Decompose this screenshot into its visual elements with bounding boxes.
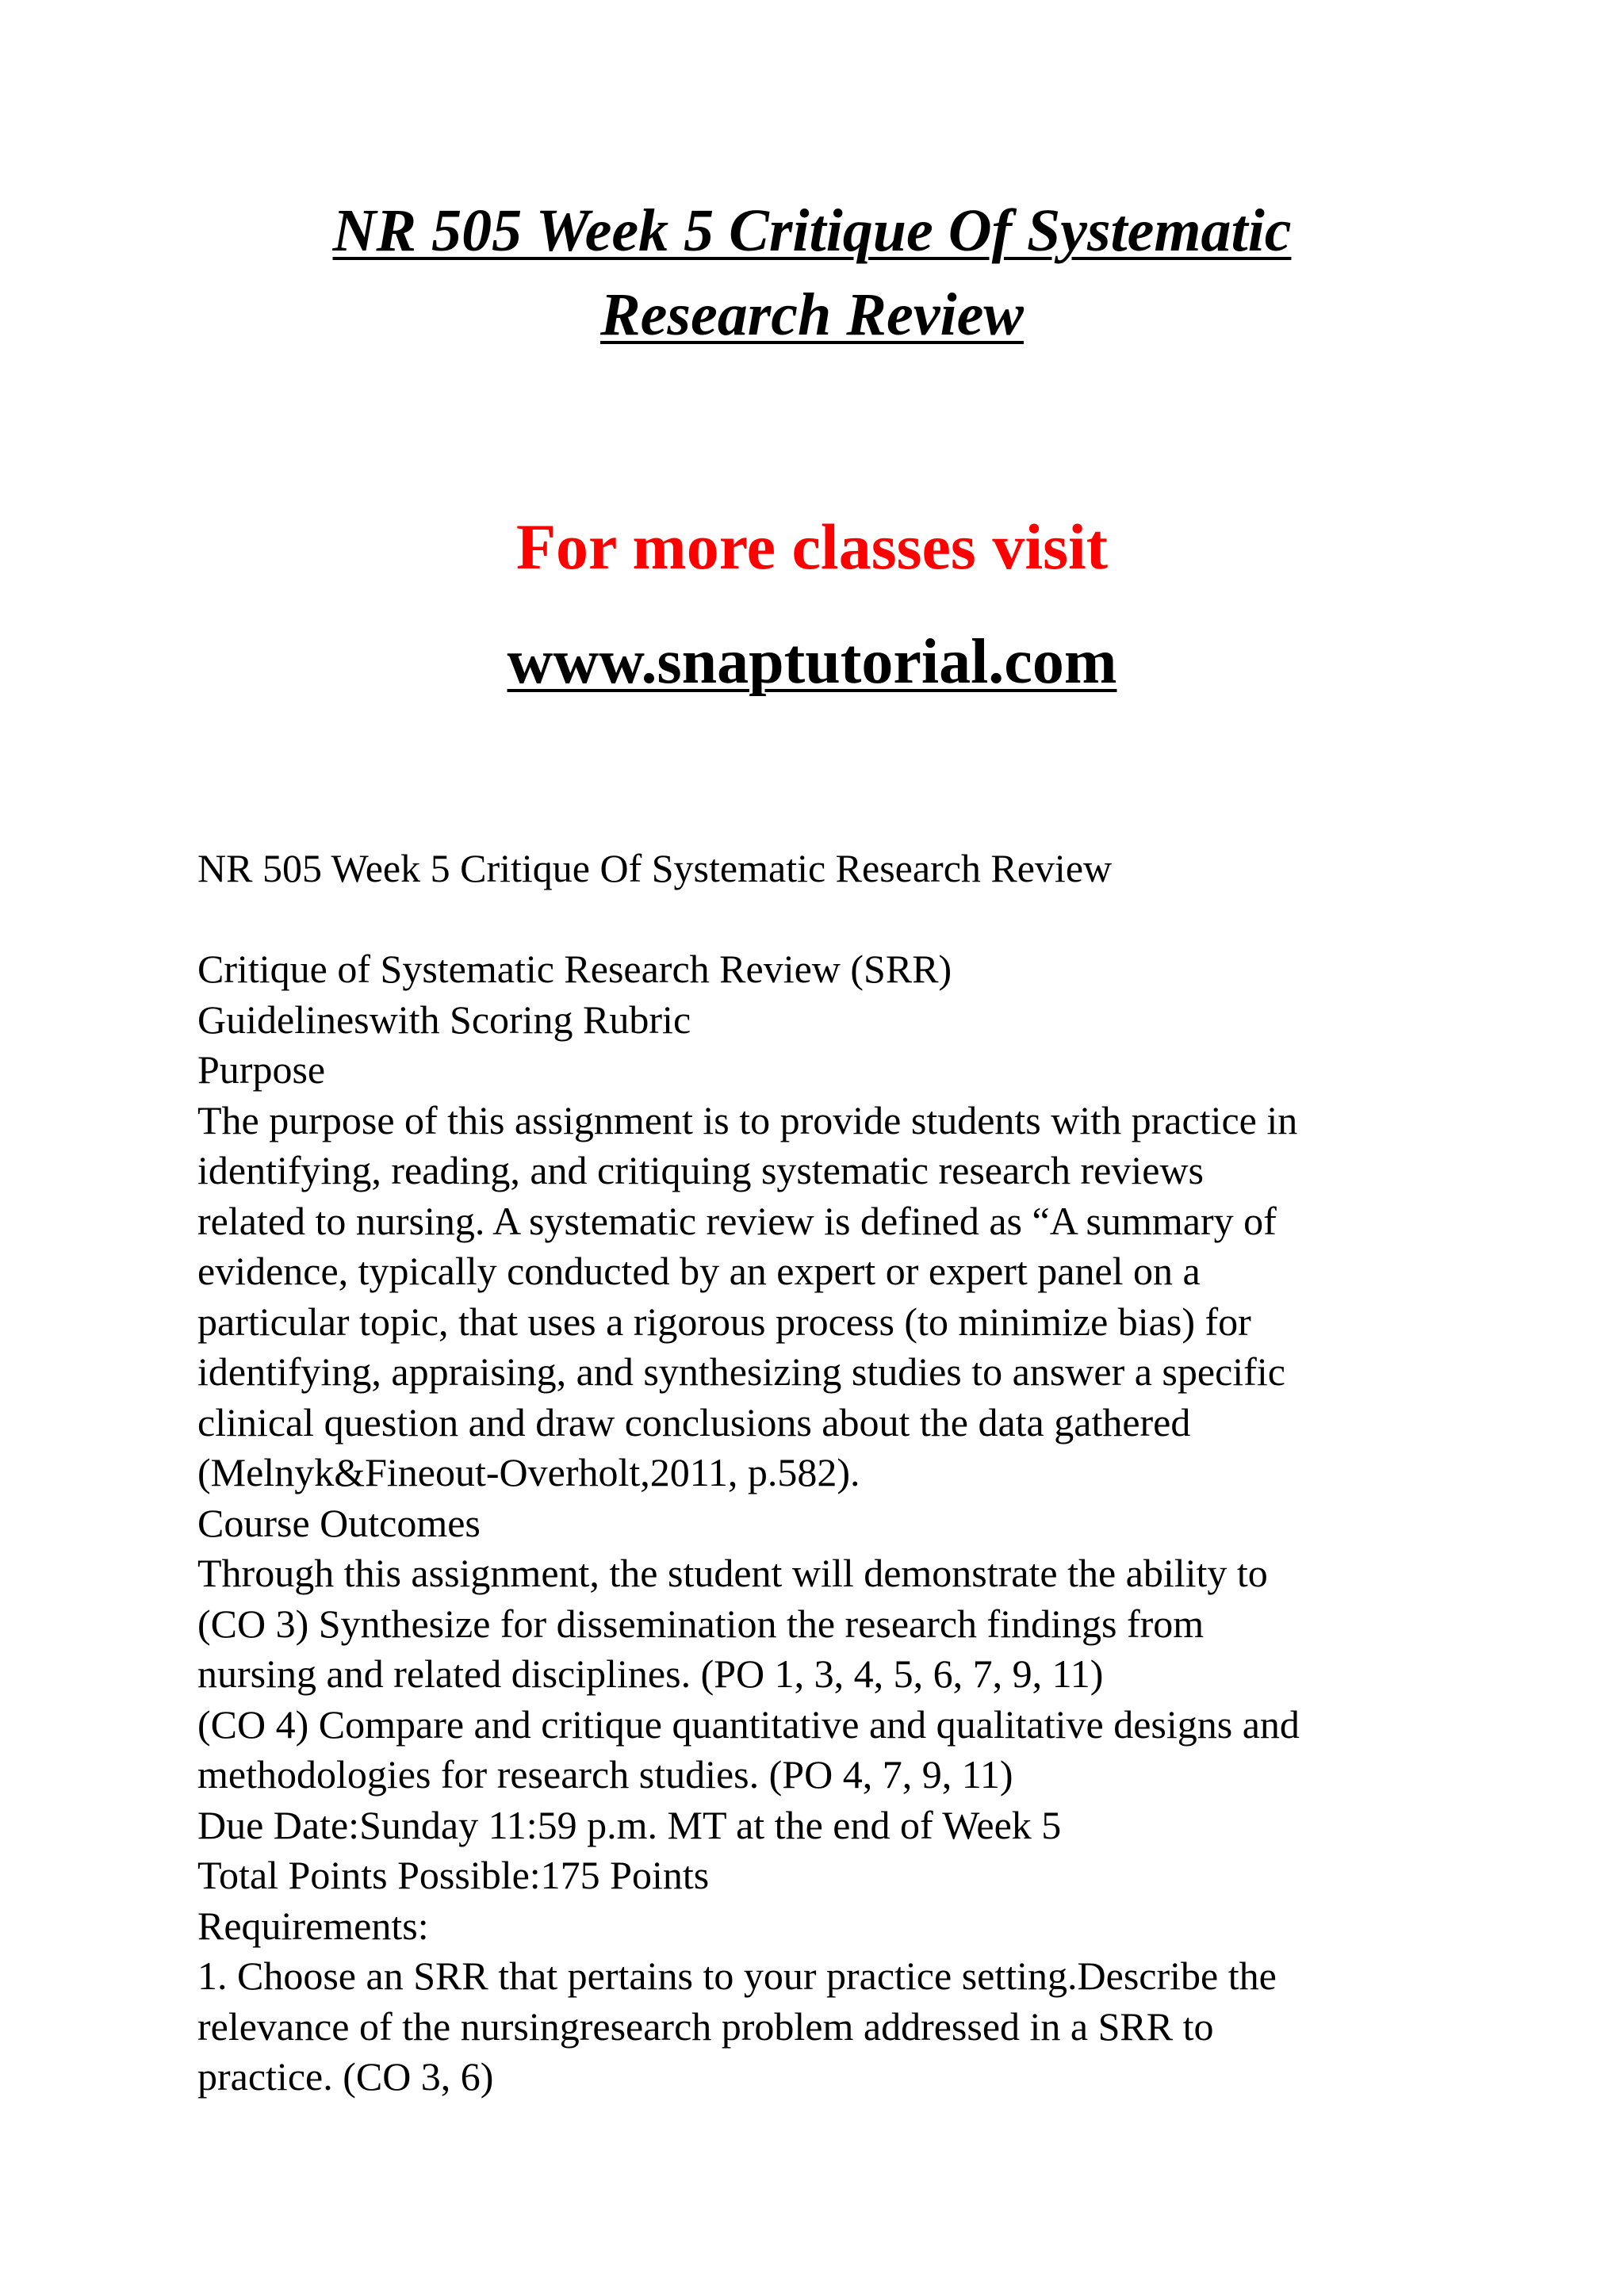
section-heading-purpose: Purpose — [197, 1047, 326, 1092]
requirement-item: 1. Choose an SRR that pertains to your practice setting.Describe the — [197, 1954, 1277, 1998]
section-heading-requirements: Requirements: — [197, 1903, 429, 1948]
title-line-1: NR 505 Week 5 Critique Of Systematic — [332, 197, 1292, 264]
requirement-item: practice. (CO 3, 6) — [197, 2054, 494, 2099]
body-line: identifying, reading, and critiquing systematic research reviews — [197, 1148, 1205, 1192]
body-line: Guidelineswith Scoring Rubric — [197, 997, 691, 1042]
body-line: (Melnyk&Fineout-Overholt,2011, p.582). — [197, 1450, 860, 1494]
body-line: identifying, appraising, and synthesizing studies to answer a specific — [197, 1349, 1285, 1394]
promo-text: For more classes visit — [515, 511, 1109, 583]
body-line: evidence, typically conducted by an expert or expert panel on a — [197, 1249, 1201, 1293]
body-line: (CO 3) Synthesize for dissemination the research findings from — [197, 1601, 1205, 1646]
body-line: clinical question and draw conclusions about the data gathered — [197, 1399, 1191, 1445]
document-title — [0, 189, 1624, 357]
body-line: nursing and related disciplines. (PO 1, 3, 4, 5, 6, 7, 9, 11) — [197, 1651, 1104, 1696]
requirement-item: relevance of the nursingresearch problem addressed in a SRR to — [197, 2003, 1214, 2049]
total-points-line: Total Points Possible:175 Points — [197, 1853, 710, 1897]
section-heading-course-outcomes: Course Outcomes — [197, 1500, 481, 1545]
promo-url-link[interactable]: www.snaptutorial.com — [507, 627, 1117, 697]
title-line-2: Research Review — [599, 281, 1024, 348]
body-line: related to nursing. A systematic review is defined as “A summary of — [197, 1198, 1277, 1243]
body-line: methodologies for research studies. (PO 4, 7, 9, 11) — [197, 1752, 1013, 1797]
body-line: Critique of Systematic Research Review (SRR) — [197, 947, 952, 991]
due-date-line: Due Date:Sunday 11:59 p.m. MT at the end of Week 5 — [197, 1802, 1062, 1847]
body-line: particular topic, that uses a rigorous process (to minimize bias) for — [197, 1299, 1251, 1344]
body-line: (CO 4) Compare and critique quantitative and qualitative designs and — [197, 1701, 1300, 1747]
document-body — [197, 944, 1498, 2103]
body-line: Through this assignment, the student will demonstrate the ability to — [197, 1551, 1268, 1595]
document-subheading: NR 505 Week 5 Critique Of Systematic Research Review — [197, 846, 1113, 890]
body-line: The purpose of this assignment is to provide students with practice in — [197, 1097, 1298, 1142]
